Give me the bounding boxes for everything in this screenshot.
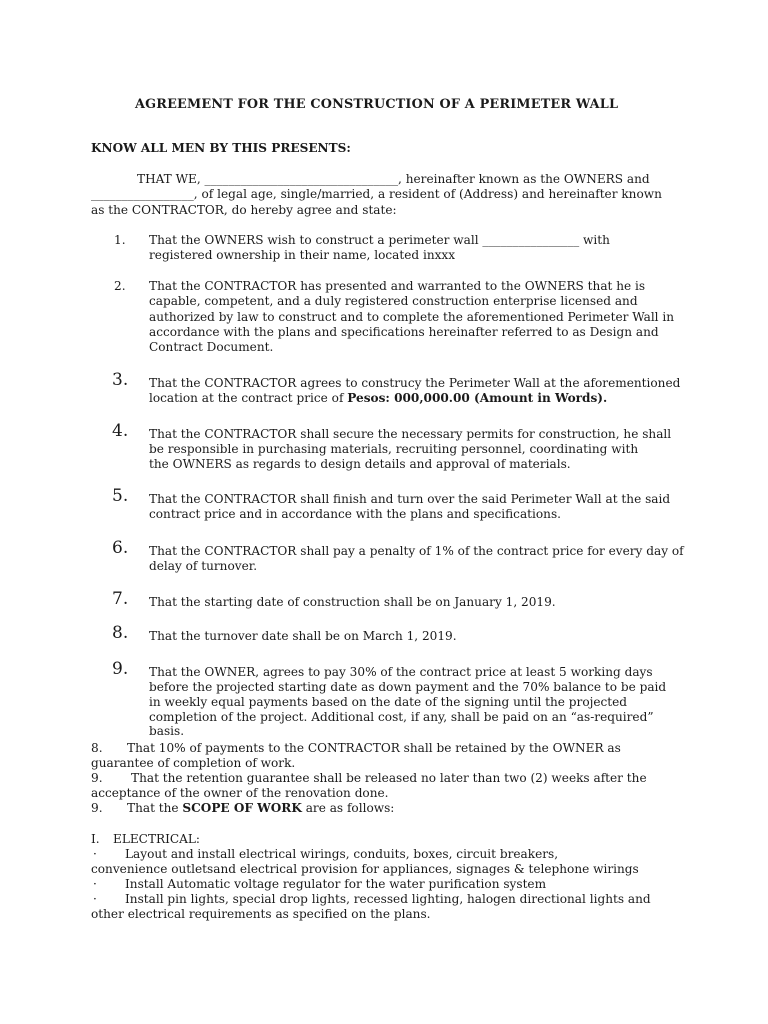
item-1-line-1: That the OWNERS wish to construct a perimeter wall ________________ with [149,233,610,247]
item-1-line-2: registered ownership in their name, located inxxx [149,248,456,262]
scope-prefix: That the [127,801,183,815]
intro-line-3: as the CONTRACTOR, do hereby agree and state: [91,203,397,217]
bullet-mark: · [93,892,97,906]
bullet-3-line-2: other electrical requirements as specified on the plans. [91,907,431,921]
item-number: 2. [114,279,126,293]
item-6-line-1: That the CONTRACTOR shall pay a penalty of 1% of the contract price for every day of [149,544,684,558]
item-5-line-1: That the CONTRACTOR shall finish and turn over the said Perimeter Wall at the said [149,492,671,506]
intro-line-1: THAT WE, ________________________________, hereinafter known as the OWNERS and [137,172,650,186]
item-number: 5. [112,486,129,506]
bullet-1-line-1: Layout and install electrical wirings, conduits, boxes, circuit breakers, [125,847,559,861]
item-9-line-2: before the projected starting date as down payment and the 70% balance to be paid [149,680,667,694]
extra-number: 8. [91,741,103,755]
item-number: 3. [112,370,129,390]
item-2-line-2: capable, competent, and a duly registered construction enterprise licensed and [149,294,638,308]
item-4-line-2: be responsible in purchasing materials, recruiting personnel, coordinating with [149,442,639,456]
bullet-mark: · [93,847,97,861]
item-6-line-2: delay of turnover. [149,559,258,573]
extra-9a-line-1: That the retention guarantee shall be released no later than two (2) weeks after the [131,771,647,785]
extra-number: 9. [91,771,103,785]
extra-8-line-2: guarantee of completion of work. [91,756,296,770]
item-4-line-3: the OWNERS as regards to design details and approval of materials. [149,457,571,471]
item-2-line-5: Contract Document. [149,340,274,354]
document-title: AGREEMENT FOR THE CONSTRUCTION OF A PERIMETER WALL [135,97,619,112]
item-9-line-3: in weekly equal payments based on the date of the signing until the projected [149,695,628,709]
contract-price: Pesos: 000,000.00 (Amount in Words). [347,391,608,405]
item-2-line-1: That the CONTRACTOR has presented and warranted to the OWNERS that he is [149,279,646,293]
extra-8-line-1: That 10% of payments to the CONTRACTOR shall be retained by the OWNER as [127,741,621,755]
bullet-3-line-1: Install pin lights, special drop lights, recessed lighting, halogen directional lights and [125,892,651,906]
scope-of-work-line [127,801,394,816]
scope-suffix: are as follows: [301,801,395,815]
item-number: 7. [112,589,129,609]
know-all-men-heading: KNOW ALL MEN BY THIS PRESENTS: [91,141,351,155]
bullet-mark: · [93,877,97,891]
item-3-prefix: location at the contract price of [149,391,348,405]
extra-9a-line-2: acceptance of the owner of the renovation done. [91,786,389,800]
item-number: 6. [112,538,129,558]
item-2-line-3: authorized by law to construct and to complete the aforementioned Perimeter Wall in [149,310,675,324]
item-8-line-1: That the turnover date shall be on March 1, 2019. [149,629,457,643]
item-7-line-1: That the starting date of construction shall be on January 1, 2019. [149,595,556,609]
item-number: 8. [112,623,129,643]
section-electrical-heading: ELECTRICAL: [113,832,200,846]
item-number: 1. [114,233,126,247]
bullet-2-line-1: Install Automatic voltage regulator for the water purification system [125,877,547,891]
item-9-line-5: basis. [149,724,185,738]
extra-number: 9. [91,801,103,815]
section-number: I. [91,832,100,846]
item-3-line-2 [149,391,607,406]
bullet-1-line-2: convenience outletsand electrical provision for appliances, signages & telephone wirings [91,862,639,876]
item-number: 9. [112,659,129,679]
item-9-line-4: completion of the project. Additional cost, if any, shall be paid on an “as-required” [149,710,654,724]
item-4-line-1: That the CONTRACTOR shall secure the necessary permits for construction, he shall [149,427,672,441]
item-2-line-4: accordance with the plans and specifications hereinafter referred to as Design and [149,325,659,339]
intro-line-2: _________________, of legal age, single/married, a resident of (Address) and hereinafter known [91,187,662,201]
scope-of-work-label: SCOPE OF WORK [182,801,302,815]
item-5-line-2: contract price and in accordance with the plans and specifications. [149,507,562,521]
item-3-line-1: That the CONTRACTOR agrees to construcy the Perimeter Wall at the aforementioned [149,376,681,390]
item-number: 4. [112,421,129,441]
item-9-line-1: That the OWNER, agrees to pay 30% of the contract price at least 5 working days [149,665,653,679]
